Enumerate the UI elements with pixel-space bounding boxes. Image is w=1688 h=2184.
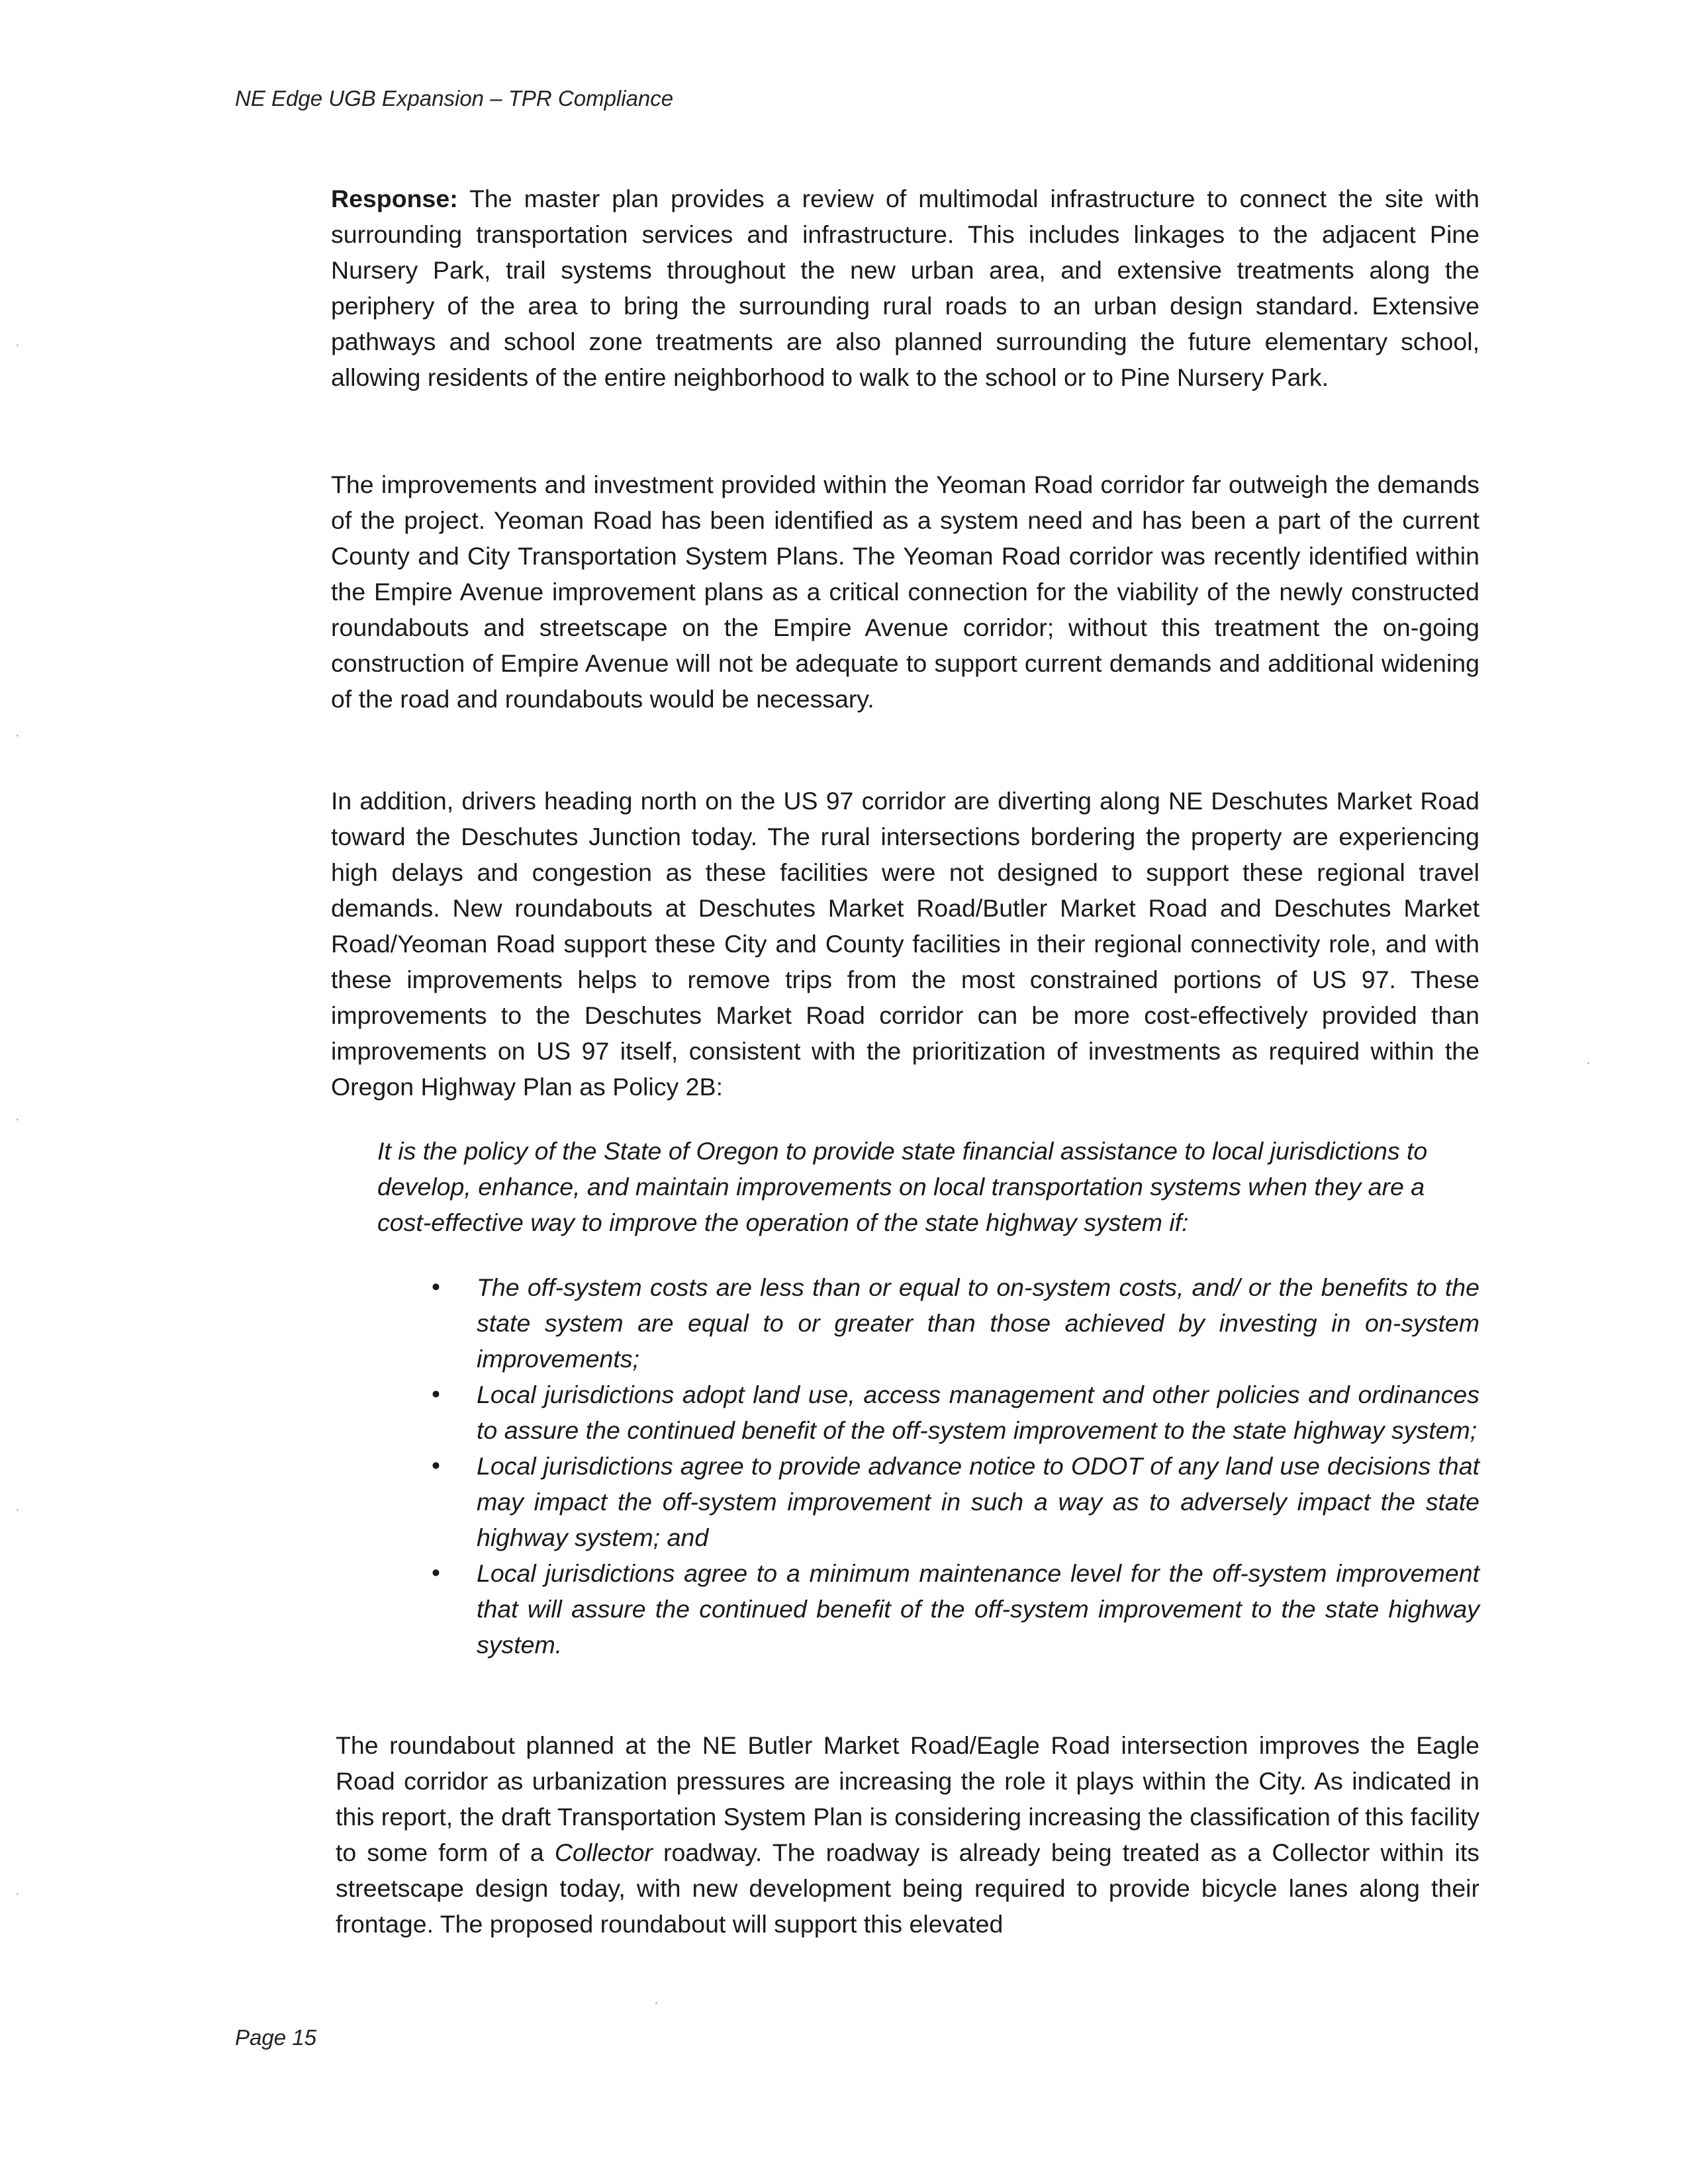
scan-speck [17, 1118, 19, 1120]
roundabout-paragraph [336, 1727, 1479, 1942]
policy-bullet-list [424, 1269, 1479, 1662]
deschutes-text: In addition, drivers heading north on the US 97 corridor are diverting along NE Deschutes Market Road toward the Deschutes Junction today. The rural intersections bordering the property are experiencing high delays and congestion as these facilities were not designed to support these regional travel demands. New roundabouts at Deschutes Market Road/Butler Market Road and Deschutes Market Road/Yeoman Road support these City and County facilities in their regional connectivity role, and with these improvements helps to remove trips from the most constrained portions of US 97. These improvements to the Deschutes Market Road corridor can be more cost-effectively provided than improvements on US 97 itself, consistent with the prioritization of investments as required within the Oregon Highway Plan as Policy 2B: [331, 787, 1479, 1101]
list-item: • Local jurisdictions agree to a minimum maintenance level for the off-system improvement that will assure the continued benefit of the off-system improvement to the state highway system. [424, 1555, 1479, 1662]
page-number: Page 15 [235, 2025, 316, 2050]
bullet-icon: • [432, 1559, 440, 1586]
roundabout-text-pre: The roundabout planned at the NE Butler Market Road/Eagle Road intersection improves the Eagle Road corridor as urbanization pressures are increasing the role it plays within the City. As indicated in this report, the draft Transportation System Plan is considering increasing the classification of this facility to some form of a [336, 1731, 1479, 1866]
list-item: • The off-system costs are less than or equal to on-system costs, and/ or the benefits to the state system are equal to or greater than those achieved by investing in on-system improvements; [424, 1269, 1479, 1377]
policy-quote: It is the policy of the State of Oregon to provide state financial assistance to local jurisdictions to develop, enhance, and maintain improvements on local transportation systems when they are a cost-effective way to improve the operation of the state highway system if: [377, 1137, 1428, 1236]
response-label: Response: [331, 185, 458, 212]
bullet-icon: • [432, 1452, 440, 1479]
yeoman-text: The improvements and investment provided within the Yeoman Road corridor far outweigh the demands of the project. Yeoman Road has been identified as a system need and has been a part of the current County and City Transportation System Plans. The Yeoman Road corridor was recently identified within the Empire Avenue improvement plans as a critical connection for the viability of the newly constructed roundabouts and streetscape on the Empire Avenue corridor; without this treatment the on-going construction of Empire Avenue will not be adequate to support current demands and additional widening of the road and roundabouts would be necessary. [331, 471, 1479, 713]
yeoman-paragraph [331, 467, 1479, 717]
scan-speck [17, 1893, 19, 1895]
roundabout-text-post: roadway. The roadway is already being treated as a Collector within its streetscape design today, with new development being required to provide bicycle lanes along their frontage. The proposed roundabout will support this elevated [336, 1839, 1479, 1938]
collector-term: Collector [554, 1839, 653, 1866]
response-paragraph [331, 181, 1479, 395]
scan-speck [1587, 1062, 1589, 1064]
response-text: The master plan provides a review of multimodal infrastructure to connect the site with surrounding transportation services and infrastructure. This includes linkages to the adjacent Pine Nursery Park, trail systems throughout the new urban area, and extensive treatments along the periphery of the area to bring the surrounding rural roads to an urban design standard. Extensive pathways and school zone treatments are also planned surrounding the future elementary school, allowing residents of the entire neighborhood to walk to the school or to Pine Nursery Park. [331, 185, 1479, 391]
list-item: • Local jurisdictions adopt land use, access management and other policies and ordinances to assure the continued benefit of the off-system improvement to the state highway system; [424, 1377, 1479, 1448]
scan-speck [17, 344, 19, 346]
list-item: • Local jurisdictions agree to provide advance notice to ODOT of any land use decisions that may impact the off-system improvement in such a way as to adversely impact the state highway system; and [424, 1448, 1479, 1555]
scan-speck [17, 1509, 19, 1511]
deschutes-paragraph [331, 783, 1479, 1105]
running-header: NE Edge UGB Expansion – TPR Compliance [235, 86, 674, 111]
bullet-icon: • [432, 1381, 440, 1408]
scan-speck [17, 735, 19, 737]
scan-speck [655, 2002, 657, 2004]
bullet-icon: • [432, 1273, 440, 1300]
